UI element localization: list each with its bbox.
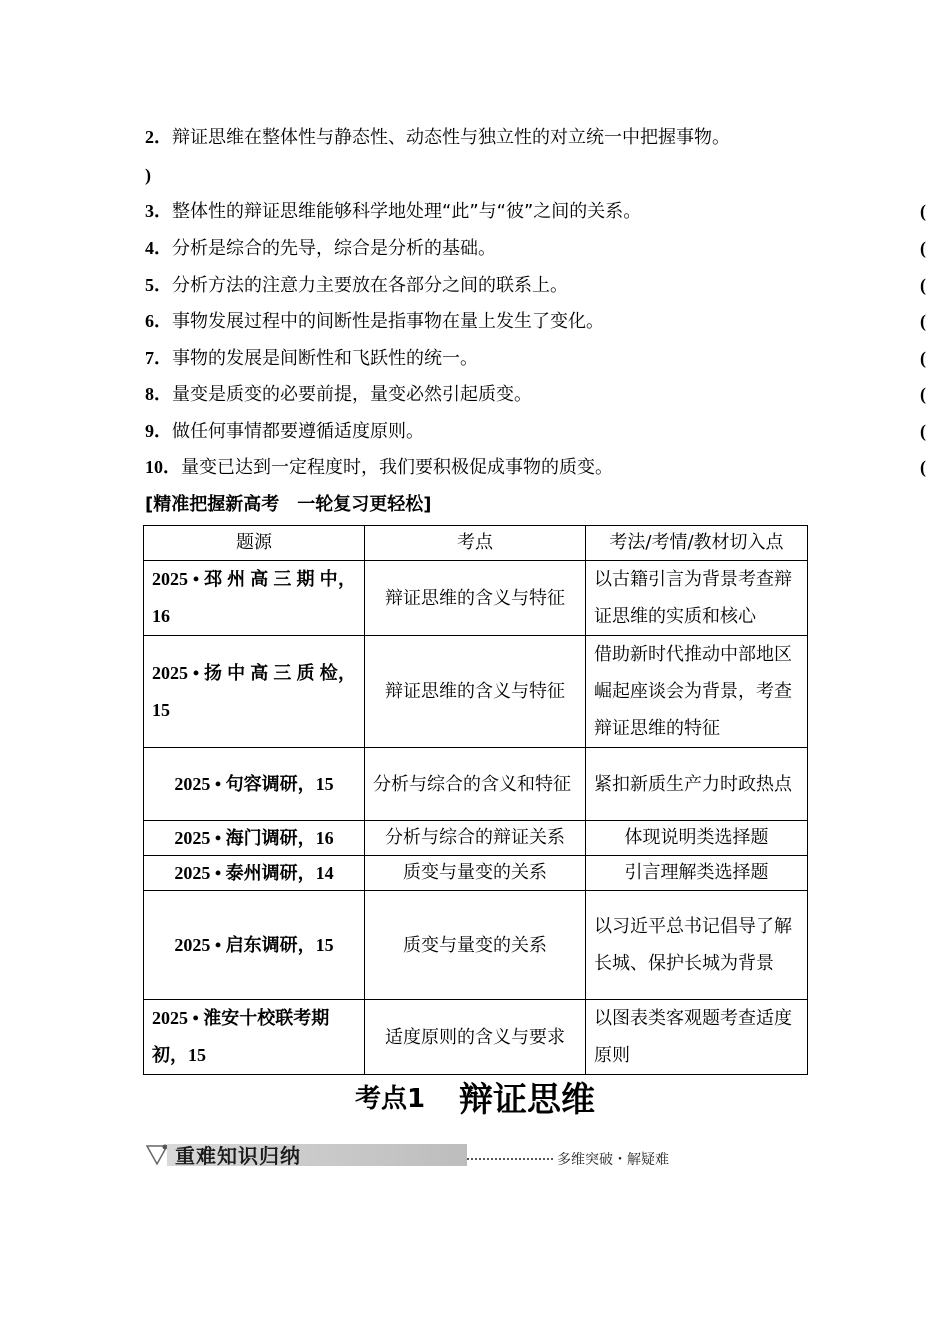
row-source: 2025 • 淮安十校联考期初，15 [144, 1000, 365, 1075]
section-title: 辩证思维 [459, 1080, 596, 1120]
table-header-row [144, 526, 808, 561]
answer-paren: ( [920, 457, 926, 477]
row-method: 以古籍引言为背景考查辩证思维的实质和核心 [586, 561, 808, 636]
answer-paren: ( [920, 275, 926, 295]
table-row [144, 748, 808, 821]
answer-paren: ( [920, 348, 926, 368]
table-row [144, 856, 808, 891]
row-point: 质变与量变的关系 [365, 891, 586, 1000]
header-method: 考法/考情/教材切入点 [586, 526, 808, 561]
row-point: 辩证思维的含义与特征 [365, 636, 586, 748]
answer-paren: ( [920, 311, 926, 331]
answer-paren: ( [920, 421, 926, 441]
header-point: 考点 [365, 526, 586, 561]
knowledge-banner [145, 1138, 669, 1174]
row-source: 2025 • 扬 中 高 三 质 检，15 [144, 636, 365, 748]
exam-topic-table [143, 525, 808, 1075]
row-point: 分析与综合的含义和特征 [365, 748, 586, 821]
table-row [144, 1000, 808, 1075]
row-point: 适度原则的含义与要求 [365, 1000, 586, 1075]
row-point: 辩证思维的含义与特征 [365, 561, 586, 636]
header-source: 题源 [144, 526, 365, 561]
section-label: 考点1 [354, 1084, 426, 1114]
row-method: 体现说明类选择题 [586, 821, 808, 856]
row-method: 以图表类客观题考查适度原则 [586, 1000, 808, 1075]
banner-subtitle: 多维突破・解疑难 [557, 1152, 669, 1168]
table-row [144, 561, 808, 636]
row-source: 2025 • 海门调研，16 [144, 821, 365, 856]
answer-paren: ( [920, 238, 926, 258]
statement-2-paren: ) [145, 165, 151, 185]
row-method: 以习近平总书记倡导了解长城、保护长城为背景 [586, 891, 808, 1000]
row-point: 分析与综合的辩证关系 [365, 821, 586, 856]
statement-6: 6．事物发展过程中的间断性是指事物在量上发生了变化。 [145, 311, 604, 332]
statement-8: 8．量变是质变的必要前提，量变必然引起质变。 [145, 384, 532, 405]
row-source: 2025 • 泰州调研，14 [144, 856, 365, 891]
statement-4: 4．分析是综合的先导，综合是分析的基础。 [145, 238, 496, 259]
statement-9: 9．做任何事情都要遵循适度原则。 [145, 421, 424, 442]
row-source: 2025 • 邳 州 高 三 期 中，16 [144, 561, 365, 636]
section-banner-title: [精准把握新高考 一轮复习更轻松] [145, 494, 432, 515]
answer-paren: ( [920, 384, 926, 404]
statement-5: 5．分析方法的注意力主要放在各部分之间的联系上。 [145, 275, 568, 296]
row-source: 2025 • 启东调研，15 [144, 891, 365, 1000]
banner-label: 重难知识归纳 [175, 1144, 301, 1168]
table-row [144, 821, 808, 856]
row-method: 借助新时代推动中部地区崛起座谈会为背景，考查辩证思维的特征 [586, 636, 808, 748]
statement-10: 10．量变已达到一定程度时，我们要积极促成事物的质变。 [145, 457, 613, 478]
row-method: 引言理解类选择题 [586, 856, 808, 891]
statement-3: 3．整体性的辩证思维能够科学地处理“此”与“彼”之间的关系。 [145, 201, 642, 222]
statement-2: 2．辩证思维在整体性与静态性、动态性与独立性的对立统一中把握事物。 [145, 127, 730, 148]
row-point: 质变与量变的关系 [365, 856, 586, 891]
section-heading [0, 1072, 950, 1121]
banner-dotted-leader [467, 1158, 553, 1160]
table-row [144, 891, 808, 1000]
answer-paren: ( [920, 201, 926, 221]
row-method: 紧扣新质生产力时政热点 [586, 748, 808, 821]
table-row [144, 636, 808, 748]
row-source: 2025 • 句容调研，15 [144, 748, 365, 821]
statement-7: 7．事物的发展是间断性和飞跃性的统一。 [145, 348, 478, 369]
